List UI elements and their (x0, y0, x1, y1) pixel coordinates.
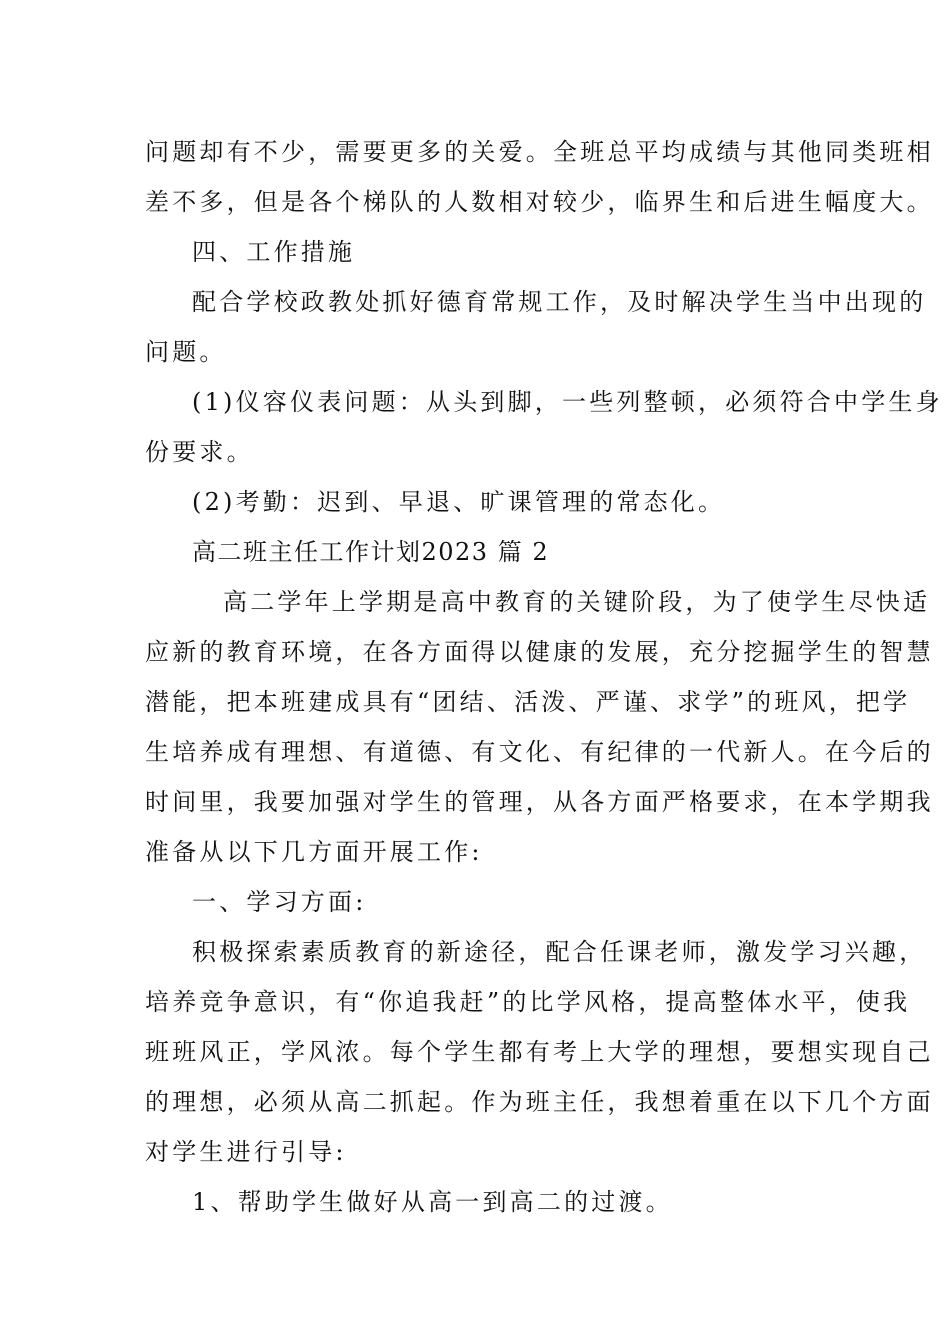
paragraph-line: 生培养成有理想、有道德、有文化、有纪律的一代新人。在今后的 (145, 738, 934, 766)
list-item: (2)考勤：迟到、早退、旷课管理的常态化。 (192, 488, 726, 516)
paragraph-line: 时间里，我要加强对学生的管理，从各方面严格要求，在本学期我 (145, 788, 934, 816)
paragraph-line: 问题。 (145, 338, 227, 366)
paragraph-line: 配合学校政教处抓好德育常规工作，及时解决学生当中出现的 (192, 288, 927, 316)
list-item: 1、帮助学生做好从高一到高二的过渡。 (192, 1188, 673, 1216)
paragraph-line: 高二学年上学期是高中教育的关键阶段，为了使学生尽快适 (223, 588, 931, 616)
section-heading: 一、学习方面: (192, 888, 367, 916)
list-item: (1)仪容仪表问题：从头到脚，一些列整顿，必须符合中学生身 (192, 388, 943, 416)
paragraph-line: 准备从以下几方面开展工作: (145, 838, 483, 866)
paragraph-line: 潜能，把本班建成具有“团结、活泼、严谨、求学”的班风，把学 (145, 688, 911, 716)
paragraph-line: 份要求。 (145, 438, 254, 466)
paragraph-line: 培养竞争意识，有“你追我赶”的比学风格，提高整体水平，使我 (145, 988, 911, 1016)
article-title: 高二班主任工作计划2023 篇 2 (192, 538, 550, 566)
paragraph-line: 对学生进行引导: (145, 1138, 347, 1166)
paragraph-line: 班班风正，学风浓。每个学生都有考上大学的理想，要想实现自己 (145, 1038, 934, 1066)
section-heading: 四、工作措施 (192, 238, 356, 266)
paragraph-line: 的理想，必须从高二抓起。作为班主任，我想着重在以下几个方面 (145, 1088, 934, 1116)
paragraph-line: 应新的教育环境，在各方面得以健康的发展，充分挖掘学生的智慧 (145, 638, 934, 666)
paragraph-line: 差不多，但是各个梯队的人数相对较少，临界生和后进生幅度大。 (145, 188, 934, 216)
paragraph-line: 问题却有不少，需要更多的关爱。全班总平均成绩与其他同类班相 (145, 138, 934, 166)
paragraph-line: 积极探索素质教育的新途径，配合任课老师，激发学习兴趣， (192, 938, 927, 966)
